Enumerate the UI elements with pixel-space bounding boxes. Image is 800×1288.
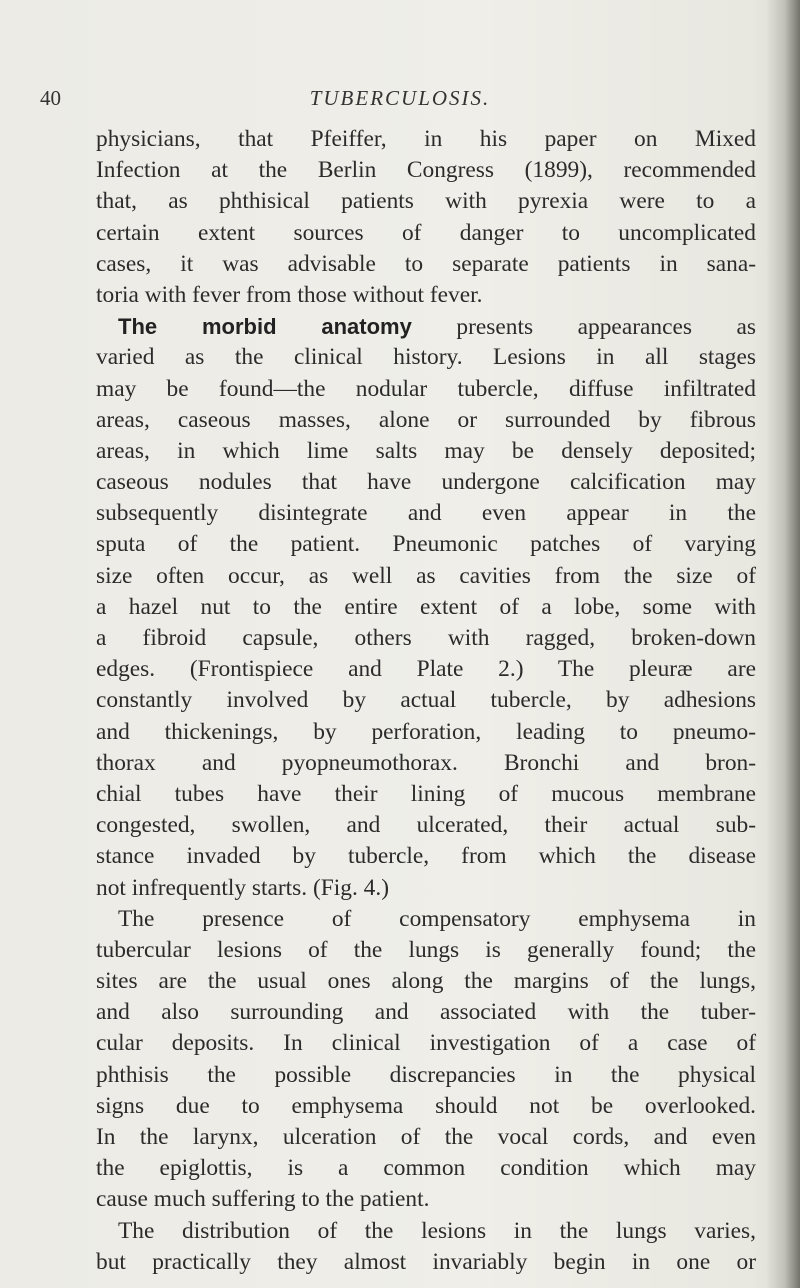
text-line: thorax and pyopneumothorax. Bronchi and bron- — [96, 749, 756, 776]
text-line: constantly involved by actual tubercle, by adhesions — [96, 687, 756, 714]
text-line: may be found—the nodular tubercle, diffuse infiltrated — [96, 375, 756, 402]
text-line: stance invaded by tubercle, from which the disease — [96, 843, 756, 870]
text-line: a fibroid capsule, others with ragged, broken-down — [96, 625, 756, 651]
text-line: phthisis the possible discrepancies in the physical — [96, 1061, 756, 1088]
text-line: toria with fever from those without fever. — [96, 281, 483, 308]
text-line: and thickenings, by perforation, leading to pneumo- — [96, 718, 756, 745]
text-line: the epiglottis, is a common condition which may — [96, 1155, 756, 1182]
text-line: but practically they almost invariably begin in one or — [96, 1248, 756, 1275]
text-line: a hazel nut to the entire extent of a lobe, some with — [96, 593, 756, 620]
text-line: areas, caseous masses, alone or surrounded by fibrous — [96, 406, 756, 433]
running-title: TUBERCULOSIS. — [309, 86, 491, 110]
text-line: size often occur, as well as cavities from the size of — [96, 562, 756, 589]
text-line: cular deposits. In clinical investigation of a case of — [96, 1030, 756, 1057]
text-line: The presence of compensatory emphysema in — [118, 905, 756, 932]
text-line: and also surrounding and associated with the tuber- — [96, 999, 756, 1026]
text-line: tubercular lesions of the lungs is generally found; the — [96, 936, 756, 963]
text-line: congested, swollen, and ulcerated, their actual sub- — [96, 812, 756, 839]
text-line: sites are the usual ones along the margins of the lungs, — [96, 968, 756, 995]
text-line: edges. (Frontispiece and Plate 2.) The pleuræ are — [96, 656, 756, 683]
text-line: certain extent sources of danger to uncomplicated — [96, 219, 756, 246]
text-line: caseous nodules that have undergone calcification may — [96, 469, 756, 496]
text-line: Infection at the Berlin Congress (1899), recommended — [96, 157, 756, 184]
section-heading-run-in: The morbid anatomy — [118, 314, 412, 340]
text-line: chial tubes have their lining of mucous membrane — [96, 780, 756, 807]
text-line: subsequently disintegrate and even appear in the — [96, 500, 756, 527]
text-line: that, as phthisical patients with pyrexia were to a — [96, 188, 756, 215]
text-line: physicians, that Pfeiffer, in his paper on Mixed — [96, 126, 756, 152]
text-run: presents appearances as — [411, 314, 757, 341]
body-text — [96, 124, 756, 1278]
text-line: sputa of the patient. Pneumonic patches of varying — [96, 531, 756, 558]
page-edge-shadow — [766, 0, 800, 1288]
text-line: cause much suffering to the patient. — [96, 1186, 430, 1213]
text-line: varied as the clinical history. Lesions in all stages — [96, 344, 756, 371]
text-line: not infrequently starts. (Fig. 4.) — [96, 874, 389, 901]
text-line: areas, in which lime salts may be densely deposited; — [96, 437, 756, 464]
text-line: The distribution of the lesions in the lungs varies, — [118, 1217, 756, 1244]
text-line: signs due to emphysema should not be overlooked. — [96, 1092, 756, 1119]
page-number: 40 — [40, 86, 61, 110]
text-line: cases, it was advisable to separate patients in sana- — [96, 250, 756, 277]
paragraph-first-line — [96, 311, 756, 342]
text-line: In the larynx, ulceration of the vocal cords, and even — [96, 1124, 756, 1150]
page-header — [40, 86, 760, 116]
